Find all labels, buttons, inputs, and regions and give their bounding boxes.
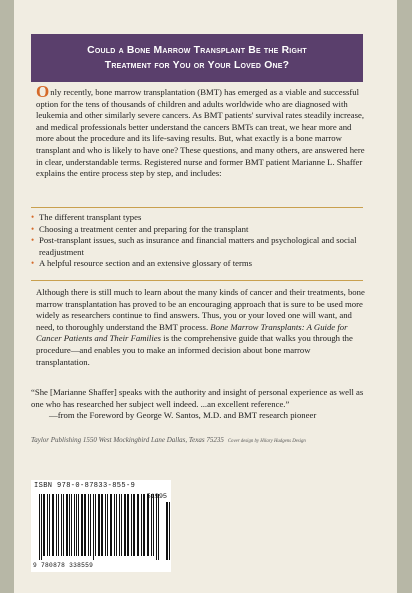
- barcode-bar: [153, 494, 154, 556]
- barcode-bar: [61, 494, 62, 556]
- barcode-bar: [63, 494, 64, 556]
- barcode-bar: [119, 494, 120, 556]
- feature-item: [31, 212, 363, 224]
- feature-text: A helpful resource section and an extensive glossary of terms: [39, 258, 253, 269]
- publisher-line: [31, 436, 371, 444]
- barcode-bar: [84, 494, 86, 556]
- barcode-block: [31, 480, 171, 572]
- barcode-bar: [107, 494, 108, 556]
- barcode-bar: [114, 494, 115, 556]
- barcode-bar: [110, 494, 112, 556]
- quote-text: “She [Marianne Shaffer] speaks with the authority and insight of personal experience as well as one who has researched her subject well indeed. ...an excellent reference.”: [31, 387, 364, 409]
- header-line-2: Treatment for You or Your Loved One?: [104, 60, 290, 71]
- bullet-icon: •: [31, 223, 35, 234]
- feature-item: [31, 235, 363, 258]
- barcode-bar: [166, 502, 168, 560]
- barcode-bar: [147, 494, 149, 556]
- feature-list: [31, 212, 363, 270]
- header-line-1: Could a Bone Marrow Transplant Be the Right: [87, 45, 307, 56]
- book-title: Bone Marrow Transplants: A Guide for Cancer Patients and Their Families: [36, 321, 348, 344]
- barcode-bar: [156, 494, 157, 560]
- barcode-bar: [169, 502, 170, 560]
- divider-top: [31, 207, 363, 208]
- barcode-bar: [143, 494, 145, 556]
- isbn-label: ISBN 978-0-87833-855-9: [34, 482, 136, 490]
- barcode-bar: [90, 494, 91, 556]
- ean-number: 9 780878 338559: [33, 562, 94, 569]
- endorsement-quote: [31, 387, 365, 422]
- barcode-bar: [88, 494, 89, 556]
- barcode-bar: [158, 494, 159, 560]
- cover-credit: Cover design by Hilary Hudgens Design: [227, 439, 306, 444]
- divider-bottom: [31, 280, 363, 281]
- feature-text: The different transplant types: [39, 212, 142, 222]
- barcode-bar: [137, 494, 139, 556]
- barcode-bar: [121, 494, 122, 556]
- bullet-icon: •: [31, 212, 35, 222]
- publisher-address: Taylor Publishing 1550 West Mockingbird Lane Dallas, Texas 75235: [31, 436, 224, 444]
- barcode-bar: [133, 494, 135, 556]
- barcode-bar: [124, 494, 126, 556]
- barcode-bar: [47, 494, 48, 556]
- barcode-bar: [151, 494, 152, 556]
- quote-attribution: —from the Foreword by George W. Santos, M.D. and BMT research pioneer: [49, 410, 317, 421]
- header-banner: [31, 34, 363, 82]
- price-code: 51995: [146, 493, 167, 501]
- intro-paragraph: [36, 82, 366, 180]
- barcode-bar: [76, 494, 77, 556]
- feature-item: [31, 258, 363, 270]
- bullet-icon: •: [31, 235, 35, 246]
- barcode-bar: [105, 494, 106, 556]
- body-text-start: Although there is still much to learn about the many kinds of cancer and their treatments, bone marrow transplantation has proved to be an encouraging approach that is sure to be used more widely as researchers continue to find answers. Thus, you or your loved one will want, and need, to thoroughly understand the BMT process.: [36, 287, 365, 332]
- barcode-bar: [66, 494, 68, 556]
- barcode-bar: [74, 494, 75, 556]
- drop-cap: O: [36, 82, 50, 101]
- barcode-bar: [52, 494, 54, 556]
- barcode-bar: [131, 494, 132, 556]
- intro-text: nly recently, bone marrow transplantation (BMT) has emerged as a viable and successful option for the tens of thousands of children and adults worldwide who are diagnosed with leukemia and other similarly severe cancers. As BMT patients' survival rates steadily increase, and medical professionals better understand the cancers BMTs can treat, we hear more and more about the procedure and its life-saving results. But, what exactly is a bone marrow transplant and who is likely to have one? These questions, and many others, are answered here in clear, understandable terms. Registered nurse and former BMT patient Marianne L. Shaffer explains the entire process step by step, and includes:: [36, 87, 365, 179]
- barcode-bar: [95, 494, 96, 556]
- feature-text: Post-transplant issues, such as insurance and financial matters and psychological and social readjustment: [39, 235, 357, 257]
- barcode-bar: [98, 494, 100, 556]
- barcode-bar: [39, 494, 40, 560]
- barcode-bar: [69, 494, 70, 556]
- barcode-bar: [41, 494, 42, 560]
- barcode-bar: [141, 494, 142, 556]
- barcode-bar: [93, 494, 94, 560]
- barcode-bar: [71, 494, 72, 556]
- bullet-icon: •: [31, 258, 35, 269]
- barcode-bar: [81, 494, 83, 556]
- barcode-bar: [49, 494, 50, 556]
- barcode-bar: [127, 494, 129, 556]
- barcode-bar: [116, 494, 117, 556]
- barcode-bar: [78, 494, 79, 556]
- barcode-bar: [58, 494, 59, 556]
- barcode-bar: [43, 494, 45, 556]
- barcode-bar: [101, 494, 103, 556]
- barcode-bar: [56, 494, 57, 556]
- body-paragraph: [36, 287, 366, 368]
- body-text-end: is the comprehensive guide that walks you through the procedure—and enables you to make an informed decision about bone marrow transplantation.: [36, 333, 353, 367]
- feature-item: [31, 224, 363, 236]
- feature-text: Choosing a treatment center and preparing for the transplant: [39, 223, 249, 234]
